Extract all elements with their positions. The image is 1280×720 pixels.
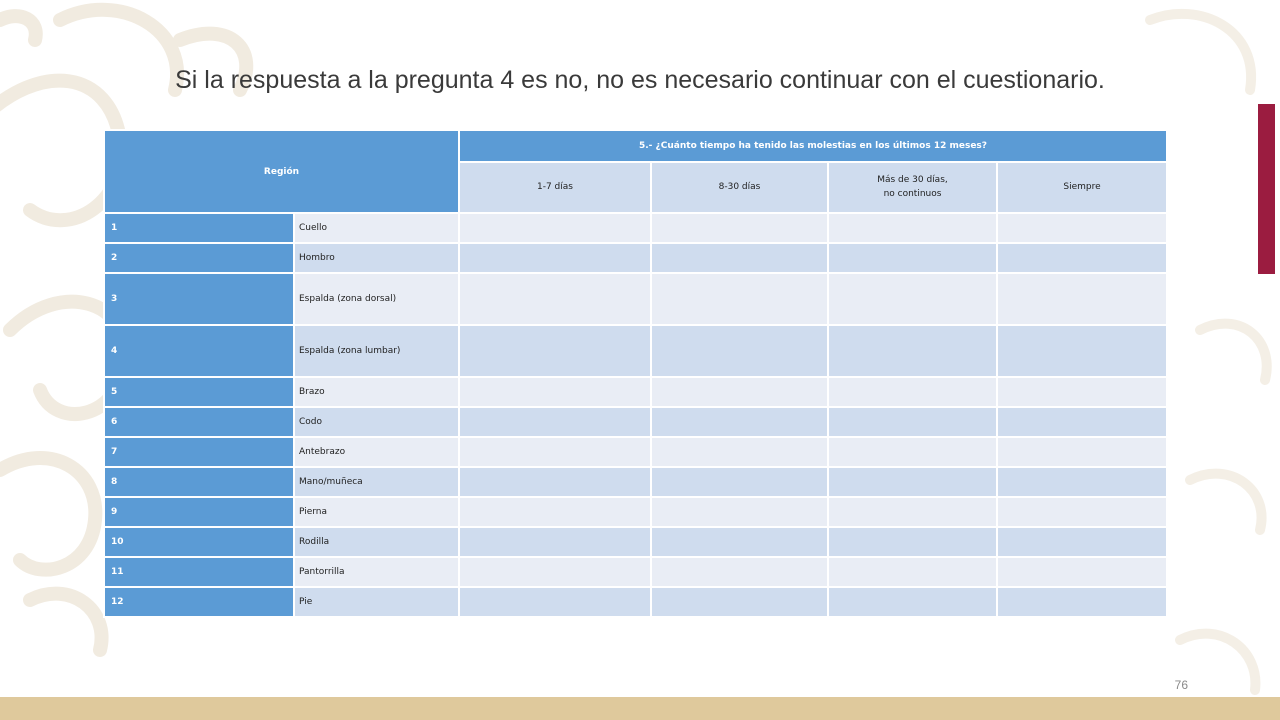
answer-cell-siempre[interactable] [997, 377, 1167, 407]
answer-cell-8-30-dias[interactable] [651, 273, 828, 325]
answer-cell-8-30-dias[interactable] [651, 587, 828, 617]
answer-cell-8-30-dias[interactable] [651, 325, 828, 377]
table-row [104, 557, 1167, 587]
region-name: Pantorrilla [294, 557, 459, 587]
answer-cell-mas-de-30-dias[interactable] [828, 557, 997, 587]
answer-cell-1-7-dias[interactable] [459, 557, 651, 587]
table-row [104, 243, 1167, 273]
region-name: Antebrazo [294, 437, 459, 467]
region-name: Mano/muñeca [294, 467, 459, 497]
region-name: Rodilla [294, 527, 459, 557]
answer-cell-8-30-dias[interactable] [651, 497, 828, 527]
table-row [104, 273, 1167, 325]
table-row [104, 527, 1167, 557]
row-number: 8 [104, 467, 294, 497]
row-number: 9 [104, 497, 294, 527]
option-header-line: no continuos [883, 188, 942, 199]
answer-cell-mas-de-30-dias[interactable] [828, 587, 997, 617]
answer-cell-8-30-dias[interactable] [651, 527, 828, 557]
answer-cell-1-7-dias[interactable] [459, 377, 651, 407]
answer-cell-mas-de-30-dias[interactable] [828, 243, 997, 273]
bottom-band [0, 697, 1280, 720]
region-name: Pierna [294, 497, 459, 527]
table-row [104, 407, 1167, 437]
answer-cell-8-30-dias[interactable] [651, 557, 828, 587]
region-header: Región [104, 130, 459, 213]
table-row [104, 587, 1167, 617]
row-number: 2 [104, 243, 294, 273]
region-name: Espalda (zona lumbar) [294, 325, 459, 377]
page-number: 76 [1174, 678, 1188, 692]
answer-cell-mas-de-30-dias[interactable] [828, 213, 997, 243]
answer-cell-1-7-dias[interactable] [459, 325, 651, 377]
answer-cell-1-7-dias[interactable] [459, 497, 651, 527]
table-row [104, 437, 1167, 467]
answer-cell-siempre[interactable] [997, 557, 1167, 587]
answer-cell-mas-de-30-dias[interactable] [828, 527, 997, 557]
region-name: Brazo [294, 377, 459, 407]
answer-cell-siempre[interactable] [997, 325, 1167, 377]
answer-cell-8-30-dias[interactable] [651, 407, 828, 437]
answer-cell-siempre[interactable] [997, 467, 1167, 497]
answer-cell-1-7-dias[interactable] [459, 243, 651, 273]
answer-cell-mas-de-30-dias[interactable] [828, 407, 997, 437]
answer-cell-siempre[interactable] [997, 527, 1167, 557]
table-row [104, 497, 1167, 527]
answer-cell-8-30-dias[interactable] [651, 213, 828, 243]
option-header-line: Siempre [1063, 181, 1101, 192]
row-number: 10 [104, 527, 294, 557]
answer-cell-1-7-dias[interactable] [459, 273, 651, 325]
answer-cell-1-7-dias[interactable] [459, 527, 651, 557]
answer-cell-1-7-dias[interactable] [459, 467, 651, 497]
option-header-8-30-dias [651, 162, 828, 213]
option-header-1-7-dias [459, 162, 651, 213]
answer-cell-mas-de-30-dias[interactable] [828, 467, 997, 497]
answer-cell-mas-de-30-dias[interactable] [828, 497, 997, 527]
table-row [104, 213, 1167, 243]
accent-bar [1258, 104, 1275, 274]
answer-cell-siempre[interactable] [997, 437, 1167, 467]
option-header-line: Más de 30 días, [877, 175, 948, 186]
row-number: 3 [104, 273, 294, 325]
answer-cell-8-30-dias[interactable] [651, 437, 828, 467]
answer-cell-1-7-dias[interactable] [459, 407, 651, 437]
answer-cell-siempre[interactable] [997, 497, 1167, 527]
answer-cell-8-30-dias[interactable] [651, 377, 828, 407]
row-number: 12 [104, 587, 294, 617]
row-number: 6 [104, 407, 294, 437]
answer-cell-siempre[interactable] [997, 587, 1167, 617]
answer-cell-siempre[interactable] [997, 213, 1167, 243]
answer-cell-1-7-dias[interactable] [459, 437, 651, 467]
survey-table [103, 129, 1168, 618]
answer-cell-siempre[interactable] [997, 273, 1167, 325]
region-name: Codo [294, 407, 459, 437]
row-number: 7 [104, 437, 294, 467]
question-header: 5.- ¿Cuánto tiempo ha tenido las molestias en los últimos 12 meses? [459, 130, 1167, 162]
answer-cell-8-30-dias[interactable] [651, 467, 828, 497]
answer-cell-mas-de-30-dias[interactable] [828, 273, 997, 325]
region-name: Espalda (zona dorsal) [294, 273, 459, 325]
table-row [104, 325, 1167, 377]
option-header-siempre [997, 162, 1167, 213]
answer-cell-8-30-dias[interactable] [651, 243, 828, 273]
row-number: 11 [104, 557, 294, 587]
slide-title: Si la respuesta a la pregunta 4 es no, no es necesario continuar con el cuestionario. [175, 66, 1105, 94]
region-name: Pie [294, 587, 459, 617]
answer-cell-1-7-dias[interactable] [459, 587, 651, 617]
region-name: Hombro [294, 243, 459, 273]
answer-cell-mas-de-30-dias[interactable] [828, 437, 997, 467]
option-header-mas-de-30-dias [828, 162, 997, 213]
answer-cell-siempre[interactable] [997, 243, 1167, 273]
option-header-line: 8-30 días [718, 181, 761, 192]
answer-cell-1-7-dias[interactable] [459, 213, 651, 243]
answer-cell-mas-de-30-dias[interactable] [828, 325, 997, 377]
region-name: Cuello [294, 213, 459, 243]
row-number: 4 [104, 325, 294, 377]
answer-cell-siempre[interactable] [997, 407, 1167, 437]
table-row [104, 467, 1167, 497]
answer-cell-mas-de-30-dias[interactable] [828, 377, 997, 407]
row-number: 5 [104, 377, 294, 407]
table-row [104, 377, 1167, 407]
row-number: 1 [104, 213, 294, 243]
option-header-line: 1-7 días [537, 181, 573, 192]
